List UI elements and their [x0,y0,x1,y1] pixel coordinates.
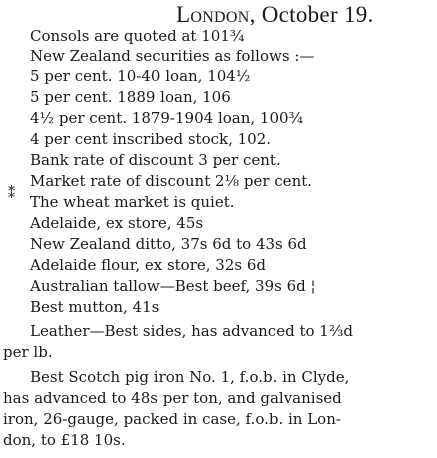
margin-mark: ⁑ [8,186,15,202]
article-line: iron, 26-gauge, packed in case, f.o.b. in Lon- [3,410,341,428]
article-line: Adelaide flour, ex store, 32s 6d [30,256,266,274]
article-line: 4 per cent inscribed stock, 102. [30,130,272,148]
article-line: New Zealand securities as follows :— [30,47,315,65]
dateline [176,2,374,28]
article-line: 5 per cent. 1889 loan, 106 [30,88,231,106]
article-line: New Zealand ditto, 37s 6d to 43s 6d [30,235,307,253]
article-line: Leather—Best sides, has advanced to 1⅔d [30,322,353,340]
article-line: per lb. [3,343,53,361]
article-line: The wheat market is quiet. [30,193,235,211]
article-line: 4½ per cent. 1879-1904 loan, 100¾ [30,109,304,127]
article-line: Bank rate of discount 3 per cent. [30,151,281,169]
article-line: don, to £18 10s. [3,431,126,449]
dateline-city: London [176,2,250,27]
article-line: Consols are quoted at 101¾ [30,27,245,45]
article-line: 5 per cent. 10-40 loan, 104½ [30,67,251,85]
article-line: Adelaide, ex store, 45s [30,214,204,232]
dateline-date: , October 19. [249,2,374,27]
article-line: has advanced to 48s per ton, and galvanised [3,389,342,407]
article-line: Best Scotch pig iron No. 1, f.o.b. in Clyde, [30,368,350,386]
article-line: Best mutton, 41s [30,298,160,316]
article-line: Australian tallow—Best beef, 39s 6d ¦ [30,277,316,295]
article-line: Market rate of discount 2⅛ per cent. [30,172,313,190]
